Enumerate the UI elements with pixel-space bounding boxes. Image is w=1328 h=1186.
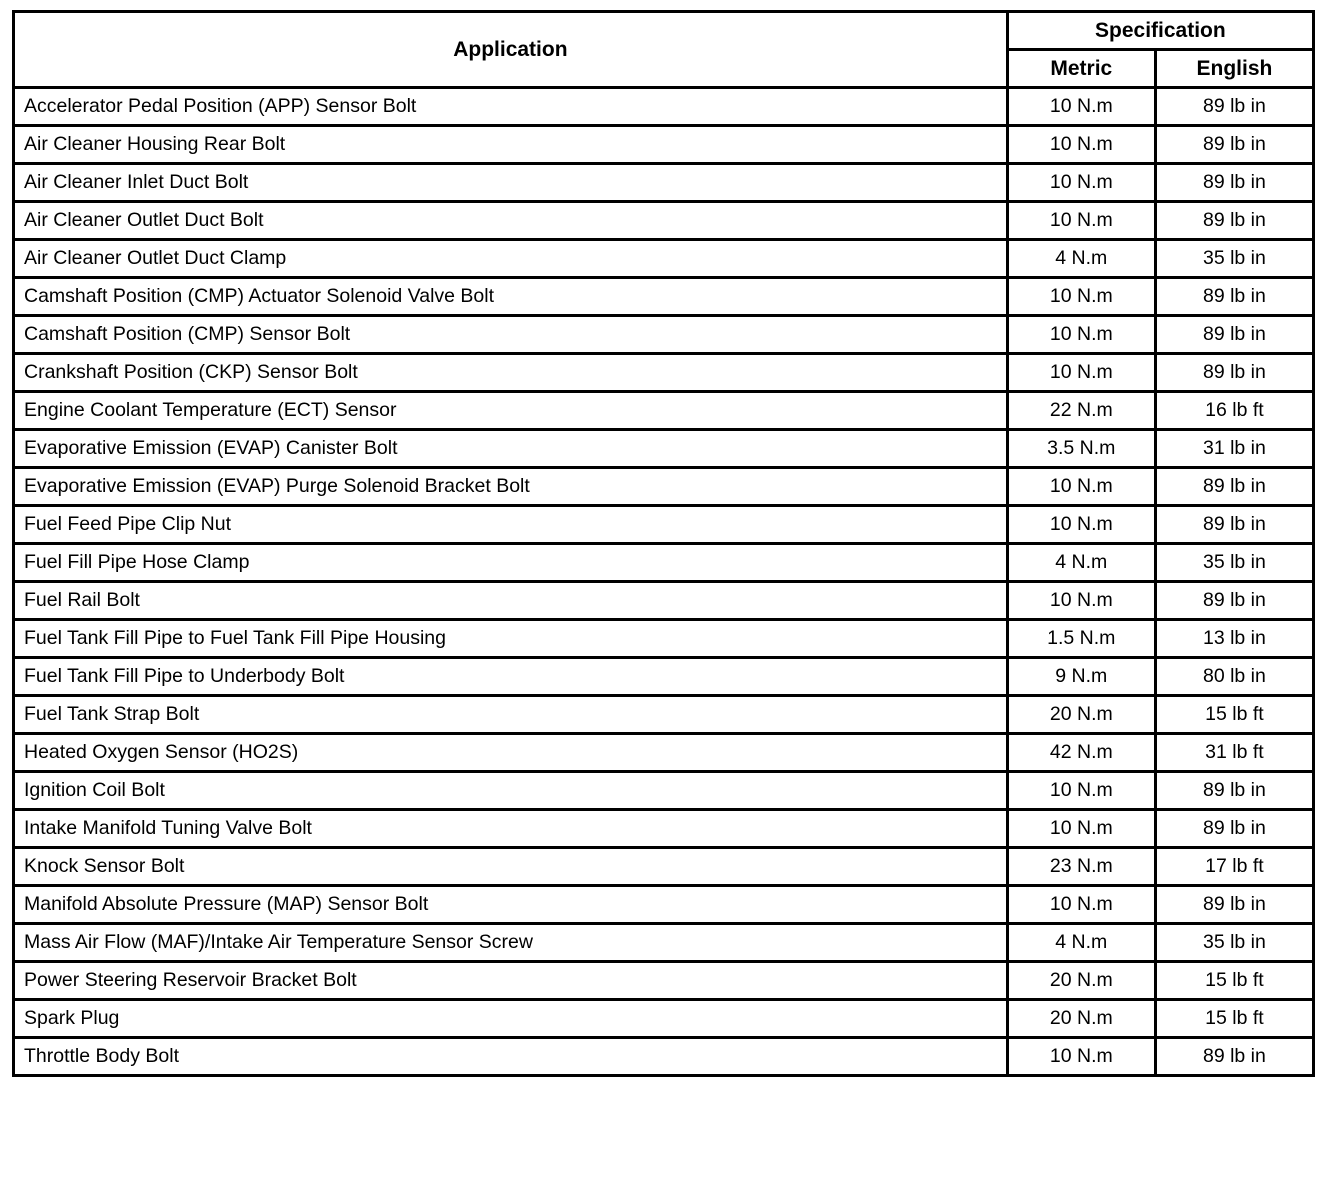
application-cell: Manifold Absolute Pressure (MAP) Sensor Bolt [14, 886, 1008, 924]
table-row [14, 506, 1314, 544]
english-value-cell: 89 lb in [1155, 88, 1313, 126]
metric-value-cell: 22 N.m [1007, 392, 1155, 430]
application-cell: Knock Sensor Bolt [14, 848, 1008, 886]
header-row-top [14, 12, 1314, 50]
table-row [14, 240, 1314, 278]
application-cell: Fuel Tank Fill Pipe to Fuel Tank Fill Pipe Housing [14, 620, 1008, 658]
english-column-header: English [1155, 50, 1313, 88]
spec-table-body [14, 88, 1314, 1076]
table-row [14, 658, 1314, 696]
table-row [14, 924, 1314, 962]
english-value-cell: 89 lb in [1155, 582, 1313, 620]
metric-value-cell: 10 N.m [1007, 506, 1155, 544]
table-row [14, 886, 1314, 924]
table-row [14, 962, 1314, 1000]
table-row [14, 430, 1314, 468]
application-cell: Crankshaft Position (CKP) Sensor Bolt [14, 354, 1008, 392]
english-value-cell: 35 lb in [1155, 240, 1313, 278]
table-row [14, 734, 1314, 772]
metric-value-cell: 10 N.m [1007, 468, 1155, 506]
application-cell: Engine Coolant Temperature (ECT) Sensor [14, 392, 1008, 430]
metric-value-cell: 3.5 N.m [1007, 430, 1155, 468]
table-row [14, 772, 1314, 810]
metric-value-cell: 9 N.m [1007, 658, 1155, 696]
table-row [14, 620, 1314, 658]
english-value-cell: 89 lb in [1155, 278, 1313, 316]
application-cell: Power Steering Reservoir Bracket Bolt [14, 962, 1008, 1000]
english-value-cell: 31 lb ft [1155, 734, 1313, 772]
english-value-cell: 15 lb ft [1155, 1000, 1313, 1038]
metric-value-cell: 42 N.m [1007, 734, 1155, 772]
metric-value-cell: 1.5 N.m [1007, 620, 1155, 658]
metric-value-cell: 10 N.m [1007, 278, 1155, 316]
english-value-cell: 13 lb in [1155, 620, 1313, 658]
metric-value-cell: 10 N.m [1007, 582, 1155, 620]
table-row [14, 88, 1314, 126]
metric-value-cell: 10 N.m [1007, 772, 1155, 810]
metric-value-cell: 4 N.m [1007, 240, 1155, 278]
application-cell: Air Cleaner Outlet Duct Clamp [14, 240, 1008, 278]
application-cell: Fuel Rail Bolt [14, 582, 1008, 620]
english-value-cell: 16 lb ft [1155, 392, 1313, 430]
application-cell: Spark Plug [14, 1000, 1008, 1038]
english-value-cell: 35 lb in [1155, 544, 1313, 582]
table-row [14, 202, 1314, 240]
english-value-cell: 89 lb in [1155, 506, 1313, 544]
english-value-cell: 89 lb in [1155, 772, 1313, 810]
application-cell: Ignition Coil Bolt [14, 772, 1008, 810]
table-row [14, 392, 1314, 430]
application-cell: Camshaft Position (CMP) Sensor Bolt [14, 316, 1008, 354]
table-row [14, 848, 1314, 886]
english-value-cell: 15 lb ft [1155, 962, 1313, 1000]
english-value-cell: 89 lb in [1155, 126, 1313, 164]
application-cell: Evaporative Emission (EVAP) Purge Solenoid Bracket Bolt [14, 468, 1008, 506]
metric-value-cell: 10 N.m [1007, 810, 1155, 848]
metric-value-cell: 10 N.m [1007, 1038, 1155, 1076]
metric-column-header: Metric [1007, 50, 1155, 88]
fastener-spec-table [12, 10, 1315, 1077]
application-cell: Fuel Tank Strap Bolt [14, 696, 1008, 734]
application-cell: Throttle Body Bolt [14, 1038, 1008, 1076]
table-row [14, 164, 1314, 202]
metric-value-cell: 23 N.m [1007, 848, 1155, 886]
table-row [14, 316, 1314, 354]
english-value-cell: 89 lb in [1155, 810, 1313, 848]
table-row [14, 1038, 1314, 1076]
english-value-cell: 17 lb ft [1155, 848, 1313, 886]
metric-value-cell: 4 N.m [1007, 544, 1155, 582]
english-value-cell: 89 lb in [1155, 468, 1313, 506]
application-column-header: Application [14, 12, 1008, 88]
table-row [14, 582, 1314, 620]
metric-value-cell: 10 N.m [1007, 886, 1155, 924]
english-value-cell: 80 lb in [1155, 658, 1313, 696]
metric-value-cell: 20 N.m [1007, 962, 1155, 1000]
english-value-cell: 35 lb in [1155, 924, 1313, 962]
table-row [14, 278, 1314, 316]
english-value-cell: 89 lb in [1155, 202, 1313, 240]
metric-value-cell: 4 N.m [1007, 924, 1155, 962]
table-row [14, 696, 1314, 734]
application-cell: Air Cleaner Inlet Duct Bolt [14, 164, 1008, 202]
table-row [14, 468, 1314, 506]
table-row [14, 354, 1314, 392]
application-cell: Fuel Feed Pipe Clip Nut [14, 506, 1008, 544]
metric-value-cell: 10 N.m [1007, 164, 1155, 202]
table-row [14, 810, 1314, 848]
metric-value-cell: 20 N.m [1007, 696, 1155, 734]
application-cell: Mass Air Flow (MAF)/Intake Air Temperature Sensor Screw [14, 924, 1008, 962]
metric-value-cell: 10 N.m [1007, 126, 1155, 164]
application-cell: Heated Oxygen Sensor (HO2S) [14, 734, 1008, 772]
english-value-cell: 89 lb in [1155, 316, 1313, 354]
metric-value-cell: 10 N.m [1007, 202, 1155, 240]
application-cell: Accelerator Pedal Position (APP) Sensor Bolt [14, 88, 1008, 126]
specification-column-header: Specification [1007, 12, 1313, 50]
application-cell: Fuel Fill Pipe Hose Clamp [14, 544, 1008, 582]
english-value-cell: 89 lb in [1155, 1038, 1313, 1076]
english-value-cell: 89 lb in [1155, 354, 1313, 392]
application-cell: Fuel Tank Fill Pipe to Underbody Bolt [14, 658, 1008, 696]
table-header [14, 12, 1314, 88]
application-cell: Camshaft Position (CMP) Actuator Solenoid Valve Bolt [14, 278, 1008, 316]
application-cell: Intake Manifold Tuning Valve Bolt [14, 810, 1008, 848]
table-row [14, 126, 1314, 164]
metric-value-cell: 20 N.m [1007, 1000, 1155, 1038]
english-value-cell: 15 lb ft [1155, 696, 1313, 734]
application-cell: Evaporative Emission (EVAP) Canister Bolt [14, 430, 1008, 468]
english-value-cell: 89 lb in [1155, 164, 1313, 202]
english-value-cell: 31 lb in [1155, 430, 1313, 468]
application-cell: Air Cleaner Outlet Duct Bolt [14, 202, 1008, 240]
metric-value-cell: 10 N.m [1007, 316, 1155, 354]
table-row [14, 1000, 1314, 1038]
metric-value-cell: 10 N.m [1007, 354, 1155, 392]
metric-value-cell: 10 N.m [1007, 88, 1155, 126]
table-row [14, 544, 1314, 582]
application-cell: Air Cleaner Housing Rear Bolt [14, 126, 1008, 164]
english-value-cell: 89 lb in [1155, 886, 1313, 924]
